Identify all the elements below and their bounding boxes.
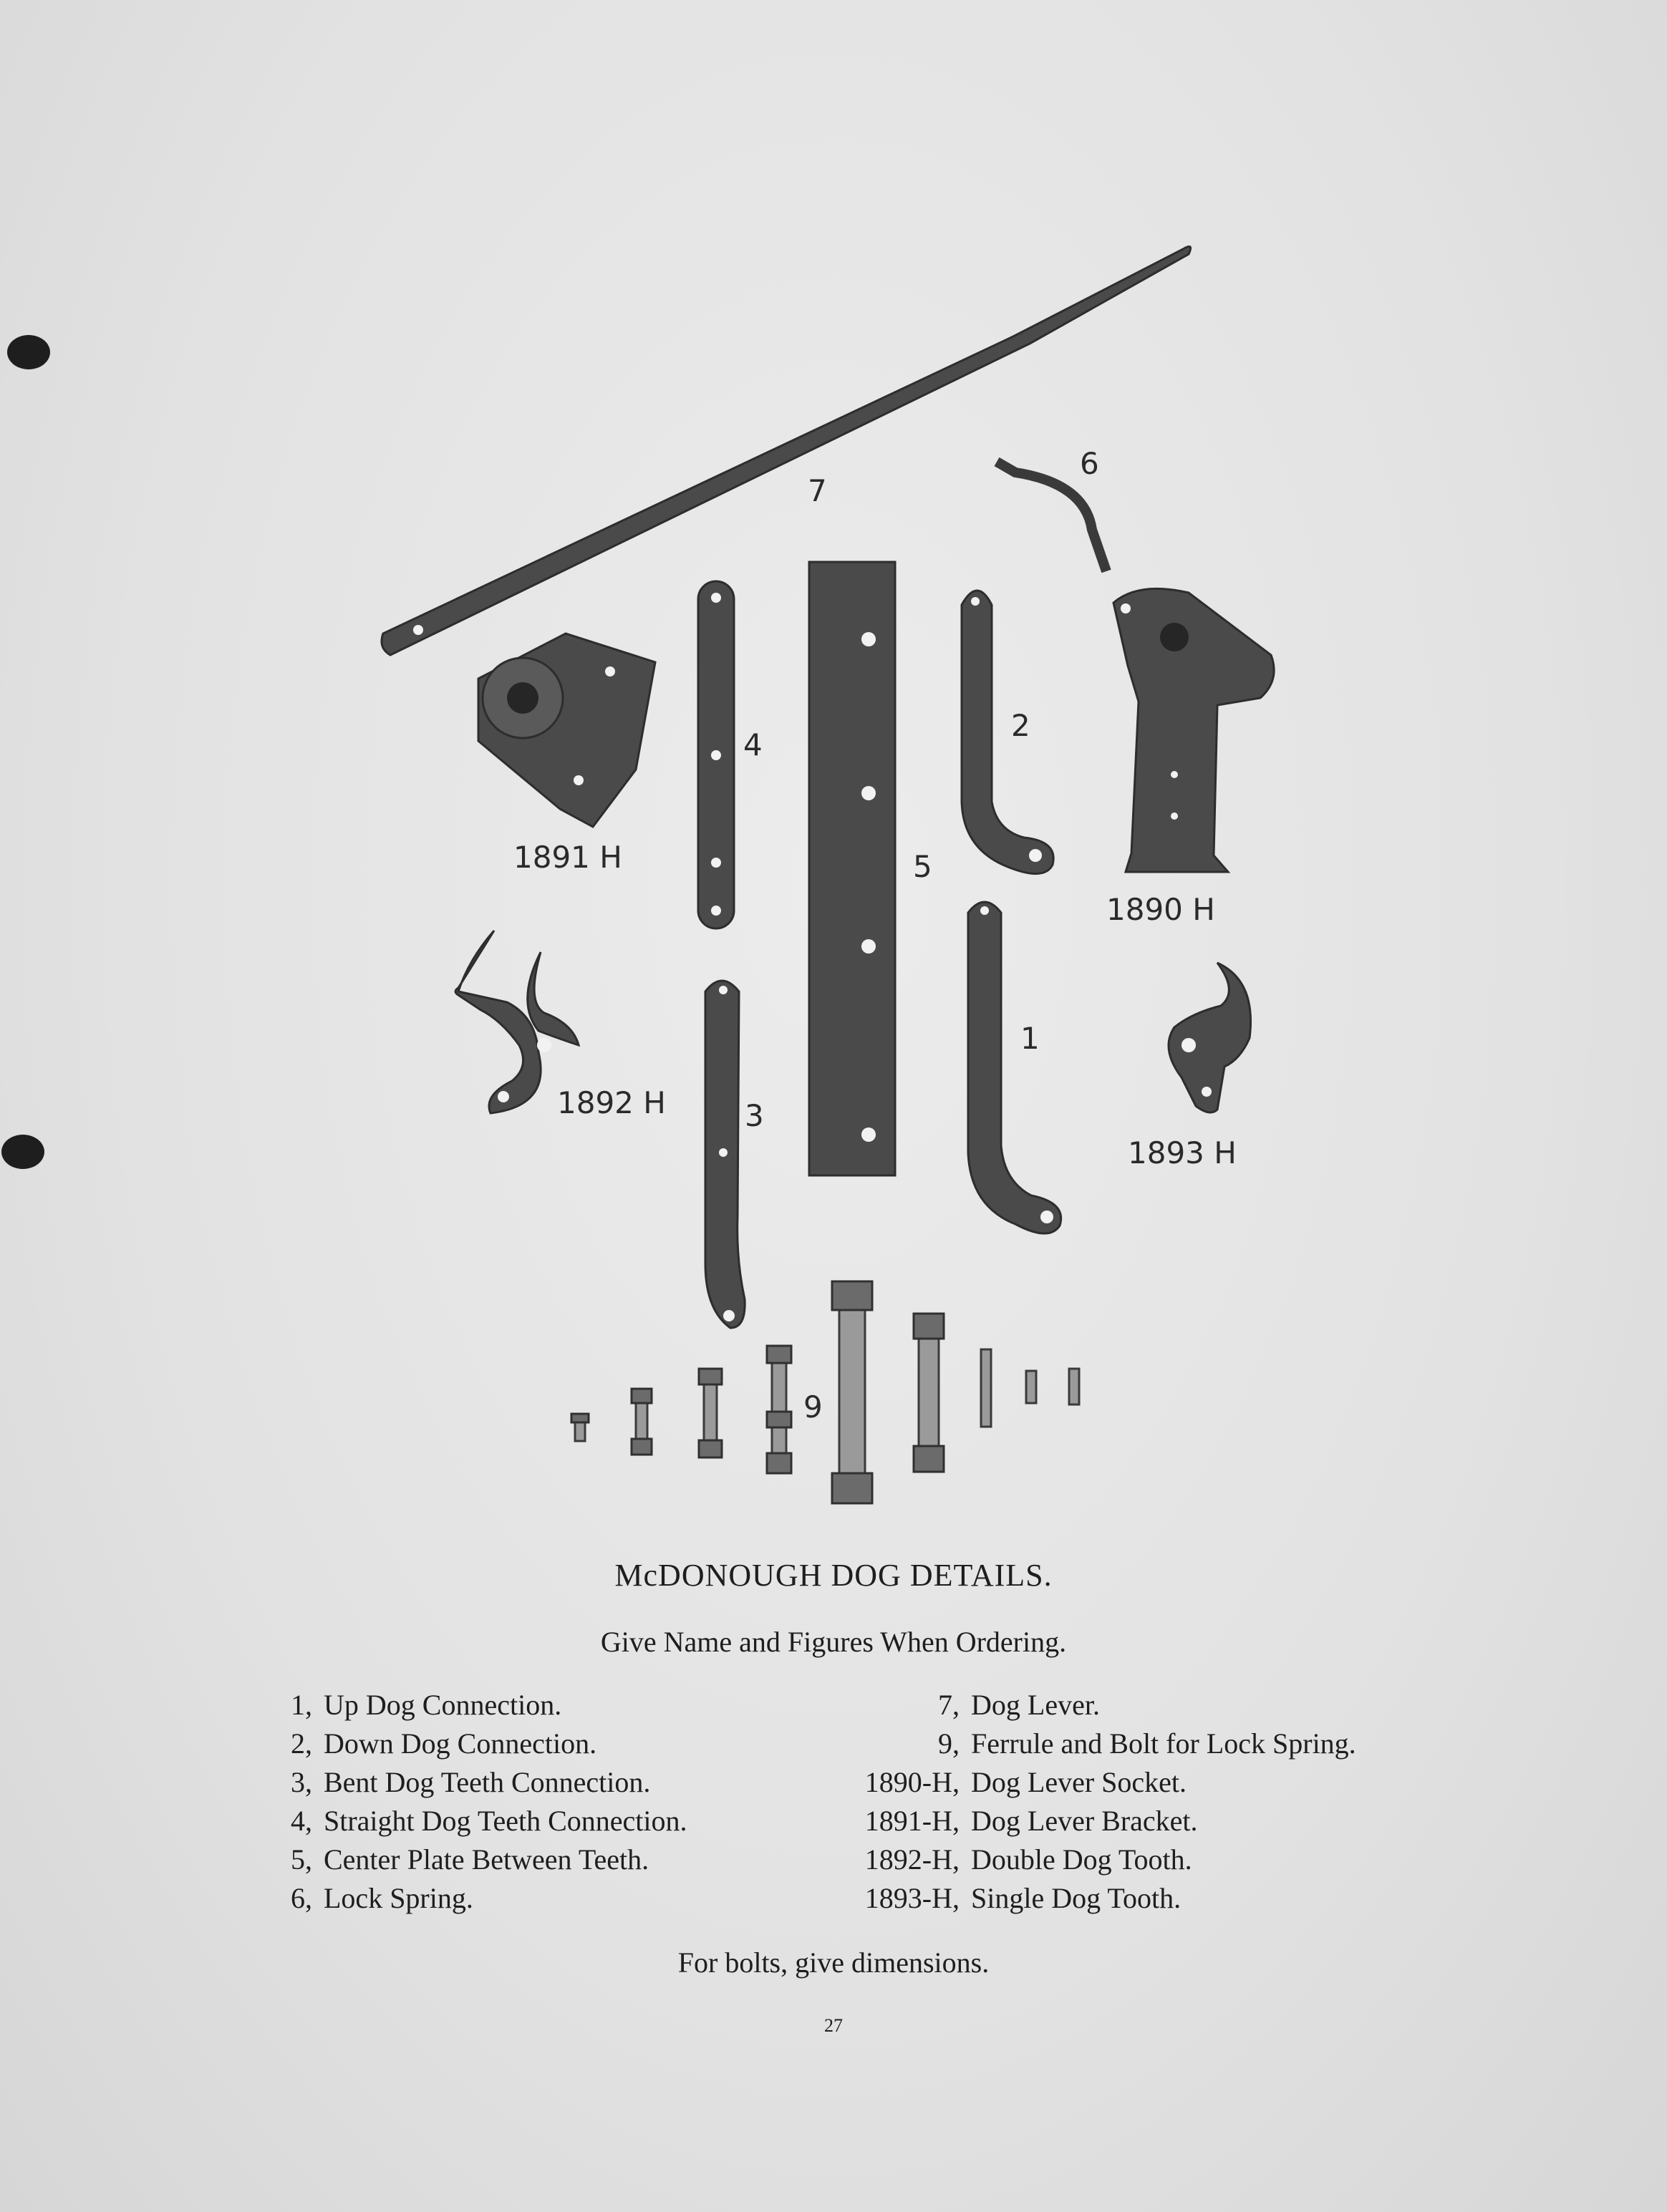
label-part-6: 6	[1080, 446, 1099, 481]
part-name: Single Dog Tooth.	[971, 1882, 1182, 1914]
label-part-4: 4	[743, 727, 763, 762]
single-dog-tooth-part	[1169, 963, 1251, 1112]
dog-lever-part	[382, 246, 1191, 655]
list-item	[831, 1763, 1356, 1802]
label-part-9: 9	[803, 1389, 823, 1425]
part-name: Straight Dog Teeth Connection.	[324, 1805, 687, 1837]
list-item	[831, 1879, 1356, 1918]
part-number: 5,	[291, 1843, 312, 1876]
part-number: 2,	[291, 1727, 312, 1760]
part-number: 6,	[291, 1882, 312, 1914]
dog-lever-socket-part	[1113, 588, 1274, 872]
straight-dog-teeth-connection-part	[698, 581, 734, 928]
label-part-5: 5	[913, 849, 932, 884]
part-name: Down Dog Connection.	[324, 1727, 597, 1760]
list-item	[272, 1686, 687, 1725]
part-number: 1,	[291, 1689, 312, 1721]
part-name: Dog Lever Socket.	[971, 1766, 1187, 1798]
center-plate-part	[809, 562, 895, 1175]
label-part-7: 7	[808, 473, 827, 508]
up-dog-connection-part	[968, 902, 1061, 1233]
label-part-1892: 1892 H	[557, 1085, 666, 1120]
part-number: 9,	[938, 1727, 960, 1760]
part-name: Center Plate Between Teeth.	[324, 1843, 649, 1876]
list-item	[272, 1725, 687, 1763]
page-title: McDONOUGH DOG DETAILS.	[614, 1558, 1053, 1593]
part-number: 3,	[291, 1766, 312, 1798]
part-number: 1893-H,	[864, 1882, 960, 1914]
label-part-1: 1	[1020, 1021, 1040, 1056]
part-name: Lock Spring.	[324, 1882, 473, 1914]
bolts-and-ferrules-part	[571, 1281, 1079, 1503]
part-name: Dog Lever Bracket.	[971, 1805, 1198, 1837]
label-part-3: 3	[745, 1098, 764, 1133]
dog-lever-bracket-part	[478, 634, 655, 827]
list-item	[831, 1725, 1356, 1763]
part-name: Dog Lever.	[971, 1689, 1100, 1721]
label-part-2: 2	[1011, 708, 1030, 743]
page-number: 27	[824, 2015, 843, 2036]
parts-list-left	[272, 1686, 687, 1918]
ordering-instructions: Give Name and Figures When Ordering.	[600, 1626, 1067, 1658]
list-item	[272, 1879, 687, 1918]
part-name: Bent Dog Teeth Connection.	[324, 1766, 651, 1798]
parts-list-right	[831, 1686, 1356, 1918]
list-item	[272, 1802, 687, 1840]
list-item	[831, 1840, 1356, 1879]
part-number: 1891-H,	[864, 1805, 960, 1837]
list-item	[831, 1802, 1356, 1840]
down-dog-connection-part	[962, 591, 1053, 874]
list-item	[272, 1763, 687, 1802]
part-number: 1890-H,	[864, 1766, 960, 1798]
part-number: 1892-H,	[864, 1843, 960, 1876]
label-part-1893: 1893 H	[1128, 1135, 1237, 1170]
part-number: 4,	[291, 1805, 312, 1837]
list-item	[272, 1840, 687, 1879]
part-name: Double Dog Tooth.	[971, 1843, 1192, 1876]
part-name: Up Dog Connection.	[324, 1689, 562, 1721]
list-item	[831, 1686, 1356, 1725]
bolt-dimensions-note: For bolts, give dimensions.	[677, 1946, 990, 1979]
bent-dog-teeth-connection-part	[705, 981, 745, 1328]
part-number: 7,	[938, 1689, 960, 1721]
part-name: Ferrule and Bolt for Lock Spring.	[971, 1727, 1356, 1760]
label-part-1890: 1890 H	[1106, 892, 1215, 927]
label-part-1891: 1891 H	[513, 840, 622, 875]
